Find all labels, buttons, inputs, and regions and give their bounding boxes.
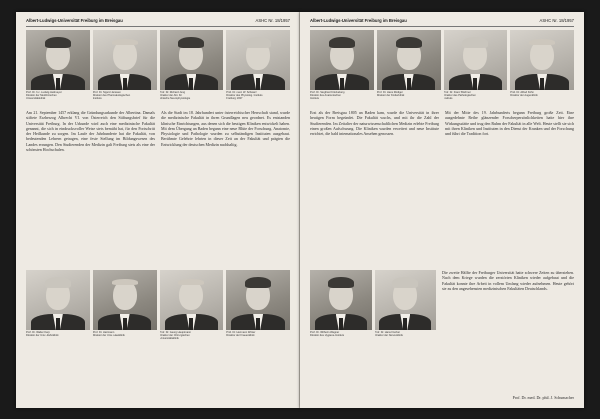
page-header: [310, 18, 574, 27]
portrait-photo: [310, 30, 374, 90]
portrait-photo: [226, 30, 290, 90]
caption-row-top: [26, 91, 290, 107]
author-signature: Prof. Dr. med. Dr. phil. J. Schumacher: [512, 395, 574, 400]
caption-row-top: [310, 91, 574, 107]
caption-row-bottom: [26, 331, 290, 347]
portrait-caption: Prof. Dr. Richard Jung Direktor der Abt. für klinische Neurophysiologie: [159, 91, 191, 101]
page-header: [26, 18, 290, 27]
header-number: ASHC Nr. 18/1957: [539, 18, 574, 23]
header-title: Albert-Ludwigs-Universität Freiburg im Breisgau: [26, 18, 123, 23]
portrait-caption: Prof. Dr. Alfred Kühn Direktor der Augenklinik: [510, 91, 538, 98]
portrait-caption: Prof. Dr. Hartmann Direktor der Univ.-Hautklinik: [92, 331, 125, 338]
text-column: Erst als der Breisgau 1805 an Baden kam, wurde die Universität in ihrer heutigen Form begründet. Die Fakultät wuchs, und mit ihr die Zahl der Studierenden. Im Zeitalter der naturwissenschaftlichen Medizin erlebte Freiburg einen großen Aufschwung. Die Kliniken wurden erweitert und neue Institute errichtet, die bald internationales Ansehen genossen.: [310, 110, 439, 137]
portrait-caption: Prof. Dr. Walter Kerp Direktor der Univ.-Zahnklinik: [26, 331, 59, 338]
portrait-photo: [375, 270, 437, 330]
portrait-photo: [160, 270, 224, 330]
portrait-caption: Prof. Dr. Hans Rüdiger Direktor der Kinderklinik: [376, 91, 405, 98]
portrait-caption: Prof. Dr. Hermann Winter Direktor der Frauenklinik: [226, 331, 256, 338]
portrait-photo: [93, 30, 157, 90]
right-page: [300, 12, 584, 408]
portrait-row-top: [26, 30, 290, 90]
caption-row-bottom: [310, 331, 436, 347]
portrait-photo: [377, 30, 441, 90]
portrait-caption: Prof. Dr. Sigurd Janssen Direktor des Pharmakologischen Instituts: [92, 91, 131, 101]
text-column-lower: Die zweite Hälfte der Freiburger Universität hatte schwere Zeiten zu überstehen. Nach dem Kriege wurden die zerstörten Kliniken wieder aufgebaut und die Fakultät konnte ihre Arbeit in vollem Umfang wieder aufnehmen. Heute gehört sie zu den angesehensten medizinischen Fakultäten Deutschlands.: [442, 270, 574, 291]
header-number: ASHC Nr. 18/1957: [255, 18, 290, 23]
portrait-photo: [510, 30, 574, 90]
portrait-photo: [93, 270, 157, 330]
portrait-caption: Prof. Dr. Georg Hauptmann Direktor der Chirurgischen Universitätsklinik: [159, 331, 192, 341]
portrait-photo: [160, 30, 224, 90]
portrait-row-top: [310, 30, 574, 90]
text-column: Am 21. September 1457 erklang die Gründungsurkunde der Albertina. Damals stiftete Erzherzog Albrecht VI. von Österreich den Stiftungsbrief für die Universität Freiburg. In der Urkunde wird auch eine medizinische Fakultät genannt, die sich in eindrucksvoller Weise stets bemüht hat, für den Fortschritt der Heilkunde zu sorgen. Im Laufe der Jahrhunderte hat die Fakultät, von bedeutenden Lehrern getragen, eine feste Stellung im Bildungswesen des Landes errungen. Den Studierenden der Medizin galt Freiburg stets als eine der schönsten Hochschulen.: [26, 110, 155, 153]
portrait-caption: Prof. Dr. Hans Fischer Direktor der Nervenklinik: [374, 331, 403, 338]
portrait-photo: [26, 270, 90, 330]
portrait-photo: [310, 270, 372, 330]
header-title: Albert-Ludwigs-Universität Freiburg im Breisgau: [310, 18, 407, 23]
portrait-row-bottom: [26, 270, 290, 330]
left-page: [16, 12, 300, 408]
portrait-photo: [226, 270, 290, 330]
body-text: [26, 110, 290, 266]
portrait-caption: Prof. Dr. med. W. Schwarz Direktor des Physiolog. Instituts Freiburg 1937: [226, 91, 263, 101]
portrait-photo: [444, 30, 508, 90]
portrait-caption: Prof. Dr. Wilhelm Wagner Direktor des Hygiene-Instituts: [310, 331, 345, 338]
portrait-caption: Prof. Dr. Franz Büchner Direktor des Pathologischen Instituts: [443, 91, 476, 101]
portrait-caption: Prof. Dr. h.c. Ludwig Heilmeyer Direktor der Medizinischen Universitätsklinik: [26, 91, 62, 101]
portrait-photo: [26, 30, 90, 90]
text-column: Mit der Mitte des 19. Jahrhunderts begann Freiburg große Zeit. Eine ausgedehnte Reihe glänzender Forscherpersönlichkeiten hatte hier ihre Wirkungsstätte und trug den Ruhm der Fakultät in alle Welt. Heute stellt sie sich mit ihren Kliniken und Instituten in den Dienst der Kranken und der Forschung und führt die Tradition fort.: [445, 110, 574, 137]
body-text: [310, 110, 574, 266]
text-column: Als die Stadt im 18. Jahrhundert unter österreichischer Herrschaft stand, wurde die medizinische Fakultät in ihren Grundlagen neu geordnet. Es entstanden klinische Einrichtungen, aus denen sich die heutigen Kliniken entwickelt haben. Mit dem Übergang an Baden begann eine neue Blüte der Forschung. Anatomie, Physiologie und Pathologie wurden zu selbständigen Instituten ausgebaut. Berühmte Gelehrte lehrten in dieser Zeit an der Fakultät und prägten die Entwicklung der deutschen Medizin nachhaltig.: [161, 110, 290, 147]
portrait-row-bottom: [310, 270, 436, 330]
portrait-caption: Prof. Dr. Siegfried Krückeberg Direktor des Anatomischen Instituts: [310, 91, 345, 101]
